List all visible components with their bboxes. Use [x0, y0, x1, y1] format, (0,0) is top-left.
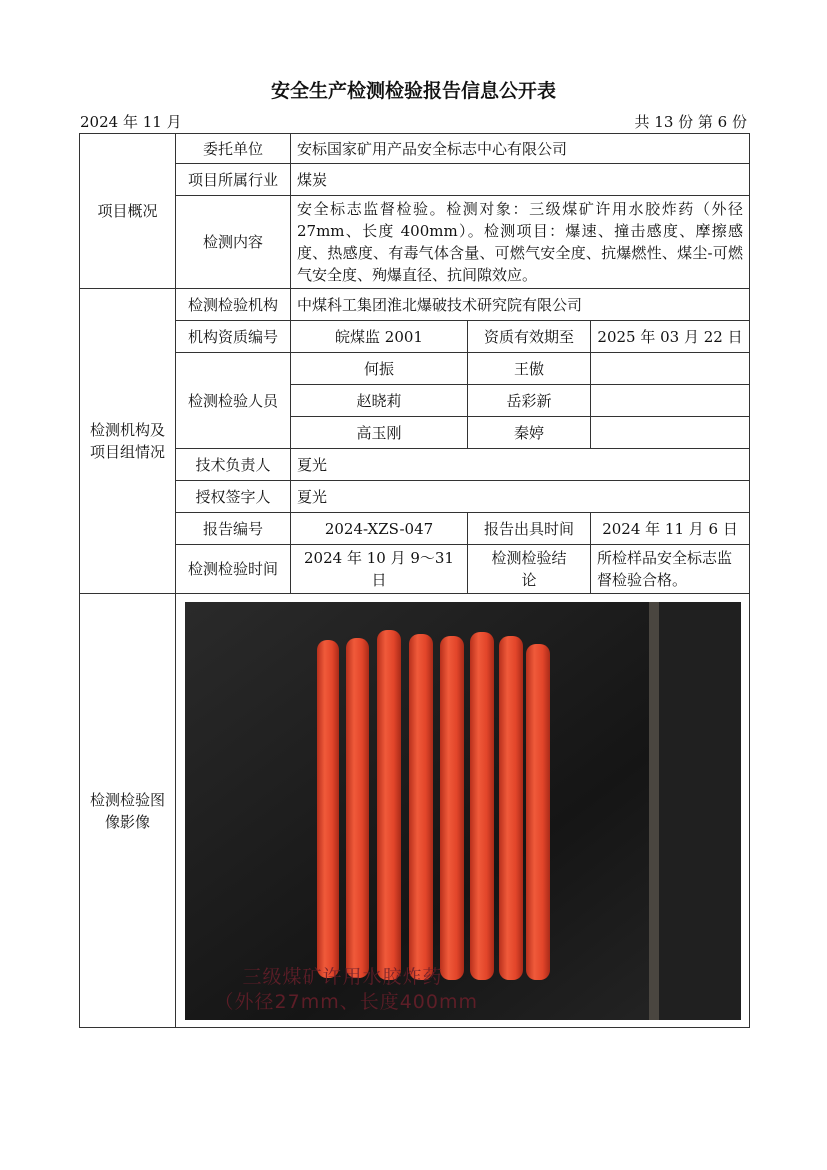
image-cell: [176, 594, 750, 1028]
conclusion-label: 检测检验结论: [468, 545, 591, 594]
org-section-label: 检测机构及项目组情况: [80, 289, 176, 594]
info-table: [79, 133, 750, 1028]
overview-section-label: 项目概况: [80, 134, 176, 289]
page-count: 共 13 份 第 6 份: [634, 113, 747, 131]
photo-caption-line1: 三级煤矿许用水胶炸药: [242, 965, 443, 988]
staff-cell: 王傲: [468, 353, 591, 385]
photo-caption-line2: （外径27mm、长度400mm: [214, 990, 478, 1013]
image-section-label: 检测检验图像影像: [80, 594, 176, 1028]
staff-cell: 赵晓莉: [291, 385, 468, 417]
report-no-value: 2024-XZS-047: [291, 513, 468, 545]
test-time-label: 检测检验时间: [176, 545, 291, 594]
qual-valid-value: 2025 年 03 月 22 日: [591, 321, 750, 353]
report-no-label: 报告编号: [176, 513, 291, 545]
industry-value: 煤炭: [291, 164, 750, 196]
issue-time-label: 报告出具时间: [468, 513, 591, 545]
staff-cell: [591, 353, 750, 385]
industry-label: 项目所属行业: [176, 164, 291, 196]
report-date: 2024 年 11 月: [80, 113, 182, 131]
staff-cell: 秦婷: [468, 417, 591, 449]
institution-label: 检测检验机构: [176, 289, 291, 321]
signer-value: 夏光: [291, 481, 750, 513]
staff-cell: [591, 385, 750, 417]
staff-cell: 岳彩新: [468, 385, 591, 417]
tech-lead-label: 技术负责人: [176, 449, 291, 481]
staff-cell: [591, 417, 750, 449]
issue-time-value: 2024 年 11 月 6 日: [591, 513, 750, 545]
qual-valid-label: 资质有效期至: [468, 321, 591, 353]
content-value: 安全标志监督检验。检测对象：三级煤矿许用水胶炸药（外径 27mm、长度 400mm）。检测项目：爆速、撞击感度、摩擦感度、热感度、有毒气体含量、可燃气安全度、抗爆燃性、煤尘-可燃气安全度、殉爆直径、抗间隙效应。: [291, 196, 750, 289]
content-label: 检测内容: [176, 196, 291, 289]
signer-label: 授权签字人: [176, 481, 291, 513]
staff-cell: 高玉刚: [291, 417, 468, 449]
staff-label: 检测检验人员: [176, 353, 291, 449]
page-title: 安全生产检测检验报告信息公开表: [270, 80, 556, 102]
institution-value: 中煤科工集团淮北爆破技术研究院有限公司: [291, 289, 750, 321]
staff-cell: 何振: [291, 353, 468, 385]
client-label: 委托单位: [176, 134, 291, 164]
sample-photo: [185, 602, 741, 1020]
tech-lead-value: 夏光: [291, 449, 750, 481]
test-time-value: 2024 年 10 月 9～31 日: [291, 545, 468, 594]
explosive-cartridges-image: [185, 602, 741, 1020]
conclusion-value: 所检样品安全标志监督检验合格。: [591, 545, 750, 594]
client-value: 安标国家矿用产品安全标志中心有限公司: [291, 134, 750, 164]
qual-no-value: 皖煤监 2001: [291, 321, 468, 353]
qual-no-label: 机构资质编号: [176, 321, 291, 353]
